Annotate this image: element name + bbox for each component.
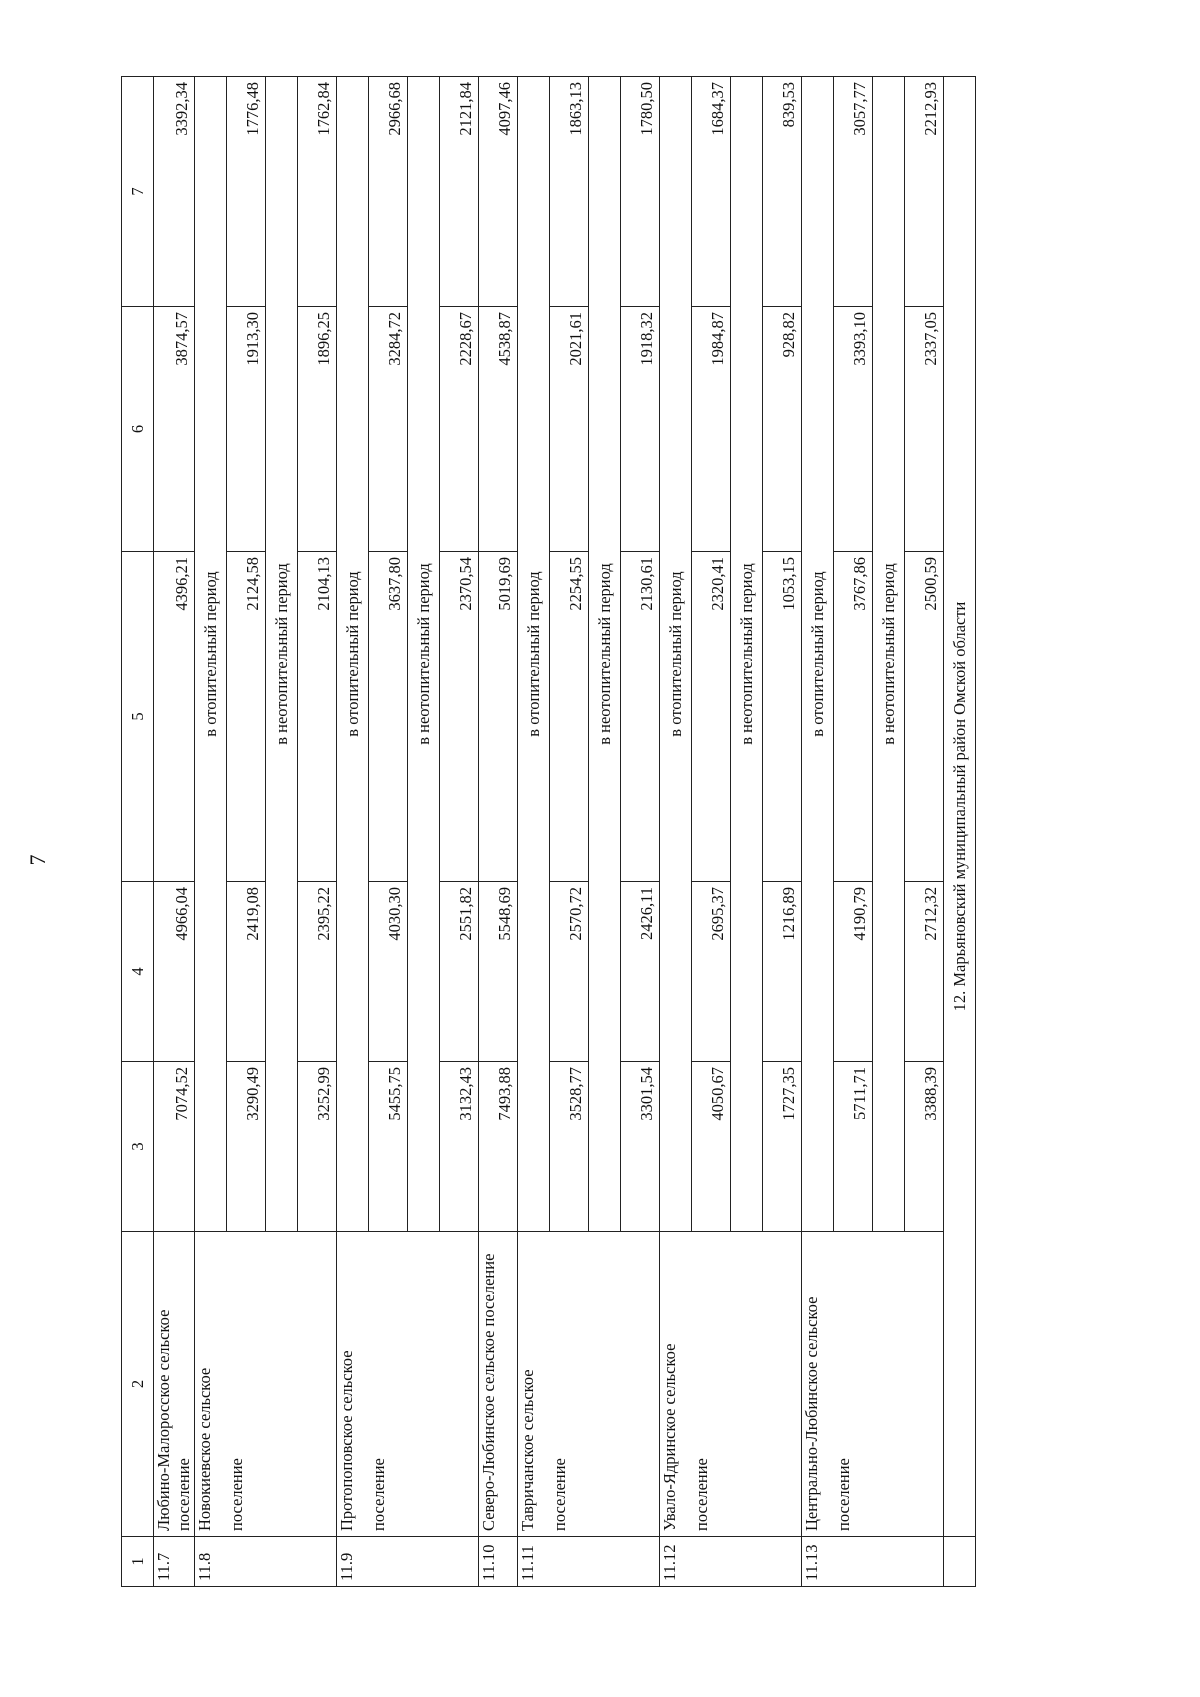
col-header-1: 1 <box>122 1537 154 1587</box>
region-row <box>944 77 976 1587</box>
period-nonheating: в неотопительный период <box>873 77 905 1232</box>
table-row <box>440 77 479 1587</box>
table-row <box>298 77 337 1587</box>
settlement-name-cont: поселение <box>369 1232 408 1537</box>
cell-c6: 3393,10 <box>834 307 873 552</box>
settlement-name-spacer <box>408 1232 440 1537</box>
period-heating: в отопительный период <box>337 77 369 1232</box>
cell-c3: 3290,49 <box>227 1062 266 1232</box>
table-row <box>154 77 195 1587</box>
tariff-table <box>121 76 976 1587</box>
cell-c3: 4050,67 <box>692 1062 731 1232</box>
table-row <box>873 77 905 1587</box>
settlement-name: Тавричанское сельское <box>518 1232 550 1537</box>
table-row <box>763 77 802 1587</box>
cell-c6: 2228,67 <box>440 307 479 552</box>
cell-c6: 4538,87 <box>479 307 518 552</box>
cell-c4: 2419,08 <box>227 882 266 1062</box>
table-row <box>731 77 763 1587</box>
cell-c5: 2104,13 <box>298 552 337 882</box>
cell-c3: 3132,43 <box>440 1062 479 1232</box>
region-heading: 12. Марьяновский муниципальный район Омской области <box>944 77 976 1537</box>
rotated-table-container <box>121 77 1044 1587</box>
cell-c6: 2337,05 <box>905 307 944 552</box>
cell-c4: 4966,04 <box>154 882 195 1062</box>
settlement-name-spacer <box>763 1232 802 1537</box>
col-header-2: 2 <box>122 1232 154 1537</box>
row-number: 11.10 <box>479 1537 518 1587</box>
table-row <box>408 77 440 1587</box>
settlement-name-cont: поселение <box>227 1232 266 1537</box>
period-nonheating: в неотопительный период <box>408 77 440 1232</box>
cell-c3: 1727,35 <box>763 1062 802 1232</box>
settlement-name-spacer <box>440 1232 479 1537</box>
col-header-5: 5 <box>122 552 154 882</box>
settlement-name-spacer <box>905 1232 944 1537</box>
settlement-name-spacer <box>731 1232 763 1537</box>
table-row <box>692 77 731 1587</box>
col-header-3: 3 <box>122 1062 154 1232</box>
cell-c7: 4097,46 <box>479 77 518 307</box>
cell-c7: 2121,84 <box>440 77 479 307</box>
cell-c6: 1913,30 <box>227 307 266 552</box>
cell-c3: 3301,54 <box>621 1062 660 1232</box>
cell-c4: 2570,72 <box>550 882 589 1062</box>
cell-c4: 5548,69 <box>479 882 518 1062</box>
settlement-name: Увало-Ядринское сельское <box>660 1232 692 1537</box>
settlement-name: Протопоповское сельское <box>337 1232 369 1537</box>
cell-c5: 3637,80 <box>369 552 408 882</box>
table-row <box>802 77 834 1587</box>
cell-c5: 2500,59 <box>905 552 944 882</box>
cell-c5: 2124,58 <box>227 552 266 882</box>
cell-c7: 839,53 <box>763 77 802 307</box>
cell-c4: 2712,32 <box>905 882 944 1062</box>
table-row <box>550 77 589 1587</box>
period-nonheating: в неотопительный период <box>731 77 763 1232</box>
table-row <box>660 77 692 1587</box>
table-row <box>905 77 944 1587</box>
cell-c4: 2395,22 <box>298 882 337 1062</box>
cell-c7: 2966,68 <box>369 77 408 307</box>
cell-c3: 5455,75 <box>369 1062 408 1232</box>
cell-c6: 928,82 <box>763 307 802 552</box>
row-number: 11.8 <box>195 1537 337 1587</box>
cell-c6: 2021,61 <box>550 307 589 552</box>
table-row <box>621 77 660 1587</box>
table-row <box>518 77 550 1587</box>
settlement-name-cont: поселение <box>692 1232 731 1537</box>
period-heating: в отопительный период <box>660 77 692 1232</box>
cell-c4: 2426,11 <box>621 882 660 1062</box>
period-nonheating: в неотопительный период <box>266 77 298 1232</box>
cell-c5: 2320,41 <box>692 552 731 882</box>
cell-c6: 3284,72 <box>369 307 408 552</box>
cell-c3: 3252,99 <box>298 1062 337 1232</box>
period-nonheating: в неотопительный период <box>589 77 621 1232</box>
settlement-name-cont: поселение <box>834 1232 873 1537</box>
settlement-name: Новокиевское сельское <box>195 1232 227 1537</box>
cell-c7: 1780,50 <box>621 77 660 307</box>
row-number: 11.12 <box>660 1537 802 1587</box>
row-number: 11.9 <box>337 1537 479 1587</box>
header-row <box>122 77 154 1587</box>
col-header-4: 4 <box>122 882 154 1062</box>
cell-c7: 3057,77 <box>834 77 873 307</box>
settlement-name-spacer <box>621 1232 660 1537</box>
cell-c5: 5019,69 <box>479 552 518 882</box>
col-header-6: 6 <box>122 307 154 552</box>
cell-c4: 2551,82 <box>440 882 479 1062</box>
cell-c5: 2370,54 <box>440 552 479 882</box>
cell-c4: 4190,79 <box>834 882 873 1062</box>
cell-c5: 1053,15 <box>763 552 802 882</box>
row-number: 11.7 <box>154 1537 195 1587</box>
table-row <box>266 77 298 1587</box>
cell-c3: 5711,71 <box>834 1062 873 1232</box>
table-row <box>834 77 873 1587</box>
table-row <box>369 77 408 1587</box>
settlement-name-spacer <box>589 1232 621 1537</box>
cell-c5: 2254,55 <box>550 552 589 882</box>
settlement-name-cont: поселение <box>550 1232 589 1537</box>
page-number: 7 <box>25 854 50 866</box>
table-row <box>227 77 266 1587</box>
cell-c5: 2130,61 <box>621 552 660 882</box>
settlement-name: Северо-Любинское сельское поселение <box>479 1232 518 1537</box>
cell-c7: 1863,13 <box>550 77 589 307</box>
table-row <box>479 77 518 1587</box>
cell-c7: 3392,34 <box>154 77 195 307</box>
table-row <box>589 77 621 1587</box>
region-index-spacer <box>944 1537 976 1587</box>
settlement-name-spacer <box>873 1232 905 1537</box>
cell-c7: 2212,93 <box>905 77 944 307</box>
settlement-name: Любино-Малоросское сельское поселение <box>154 1232 195 1537</box>
cell-c4: 2695,37 <box>692 882 731 1062</box>
row-number: 11.13 <box>802 1537 944 1587</box>
settlement-name-spacer <box>298 1232 337 1537</box>
cell-c4: 4030,30 <box>369 882 408 1062</box>
table-row <box>195 77 227 1587</box>
cell-c3: 3388,39 <box>905 1062 944 1232</box>
period-heating: в отопительный период <box>518 77 550 1232</box>
settlement-name-spacer <box>266 1232 298 1537</box>
settlement-name: Центрально-Любинское сельское <box>802 1232 834 1537</box>
cell-c6: 1896,25 <box>298 307 337 552</box>
cell-c5: 4396,21 <box>154 552 195 882</box>
cell-c7: 1776,48 <box>227 77 266 307</box>
period-heating: в отопительный период <box>195 77 227 1232</box>
row-number: 11.11 <box>518 1537 660 1587</box>
cell-c3: 7493,88 <box>479 1062 518 1232</box>
cell-c6: 1918,32 <box>621 307 660 552</box>
cell-c6: 1984,87 <box>692 307 731 552</box>
cell-c3: 7074,52 <box>154 1062 195 1232</box>
cell-c4: 1216,89 <box>763 882 802 1062</box>
table-row <box>337 77 369 1587</box>
cell-c6: 3874,57 <box>154 307 195 552</box>
cell-c5: 3767,86 <box>834 552 873 882</box>
cell-c3: 3528,77 <box>550 1062 589 1232</box>
cell-c7: 1684,37 <box>692 77 731 307</box>
cell-c7: 1762,84 <box>298 77 337 307</box>
period-heating: в отопительный период <box>802 77 834 1232</box>
col-header-7: 7 <box>122 77 154 307</box>
